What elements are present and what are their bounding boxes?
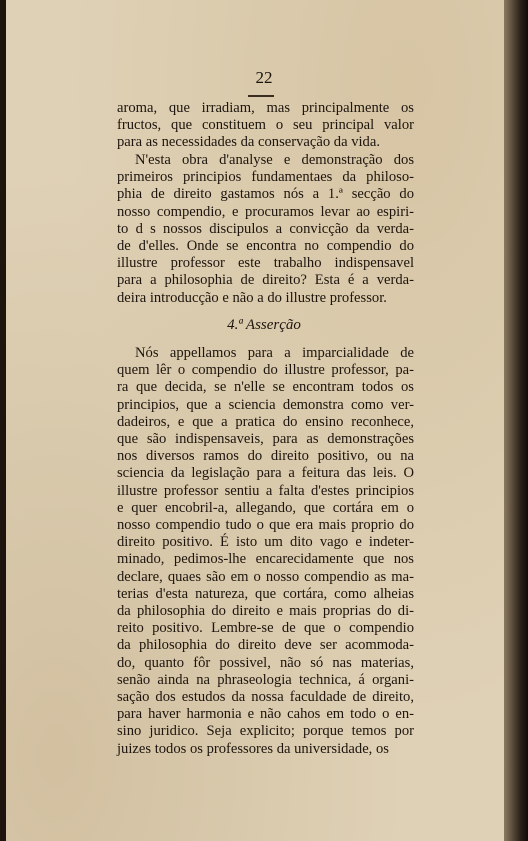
text-line: illustre professor este trabalho indispensavel xyxy=(117,255,414,272)
section-heading: 4.ª Asserção xyxy=(227,317,301,333)
text-line: dadeiros, e que a pratica do ensino reconhece, xyxy=(117,413,414,430)
text-line: quem lêr o compendio do illustre professor, pa- xyxy=(117,362,414,379)
text-line: principios, que a sciencia demonstra como ver- xyxy=(117,396,414,413)
text-line: nosso compendio tudo o que era mais proprio do xyxy=(117,517,414,534)
text-line: direito positivo. É isto um dito vago e indeter- xyxy=(117,534,414,551)
text-line: minado, pedimos-lhe encarecidamente que nos xyxy=(117,551,414,568)
text-line: fructos, que constituem o seu principal valor xyxy=(117,117,414,134)
text-line: declare, quaes são em o nosso compendio as ma- xyxy=(117,568,414,585)
text-line: to d s nossos discipulos a convicção da verda- xyxy=(117,220,414,237)
text-line: sino juridico. Seja explicito; porque temos por xyxy=(117,723,414,740)
text-line: do, quanto fôr possivel, não só nas materias, xyxy=(117,654,414,671)
text-line: senão ainda na phraseologia technica, á organi- xyxy=(117,671,414,688)
paragraph-1 xyxy=(117,100,414,152)
text-line: reito positivo. Lembre-se de que o compendio xyxy=(117,620,414,637)
text-line: aroma, que irradiam, mas principalmente os xyxy=(117,100,414,116)
text-line: primeiros principios fundamentaes da philoso- xyxy=(117,169,414,186)
page-number: 22 xyxy=(255,68,273,87)
paragraph-3 xyxy=(117,345,414,758)
text-line: da philosophia do direito e mais proprias do di- xyxy=(117,603,414,620)
text-line: sação dos estudos da nossa faculdade de direito, xyxy=(117,689,414,706)
text-line: da philosophia do direito deve ser acommoda- xyxy=(117,637,414,654)
text-line: terias d'esta natureza, que cortára, como alheias xyxy=(117,585,414,602)
text-line: de d'elles. Onde se encontra no compendio do xyxy=(117,238,414,255)
text-line: Nós appellamos para a imparcialidade de xyxy=(135,345,414,361)
text-line: para as necessidades da conservação da vida. xyxy=(117,134,380,151)
text-line: juizes todos os professores da universidade, os xyxy=(117,740,389,757)
page-edge xyxy=(504,0,528,841)
text-line: sciencia da legislação para a feitura das leis. O xyxy=(117,465,414,482)
text-line: que são indispensaveis, para as demonstrações xyxy=(117,431,414,448)
text-line: nosso compendio, e procuramos levar ao espiri- xyxy=(117,203,414,220)
text-line: deira introducção e não a do illustre professor. xyxy=(117,289,387,306)
text-line: illustre professor sentiu a falta d'estes principios xyxy=(117,482,414,499)
text-line: para a philosophia de direito? Esta é a verda- xyxy=(117,272,414,289)
text-line: phia de direito gastamos nós a 1.ª secção do xyxy=(117,186,414,203)
text-line: e quer encobril-a, allegando, que cortára em o xyxy=(117,499,414,516)
header-rule xyxy=(248,95,274,97)
text-line: nos diversos ramos do direito positivo, ou na xyxy=(117,448,414,465)
text-line: N'esta obra d'analyse e demonstração dos xyxy=(135,152,414,168)
text-line: para haver harmonia e não cahos em todo o en- xyxy=(117,706,414,723)
text-line: ra que decida, se n'elle se encontram todos os xyxy=(117,379,414,396)
paragraph-2 xyxy=(117,152,414,307)
